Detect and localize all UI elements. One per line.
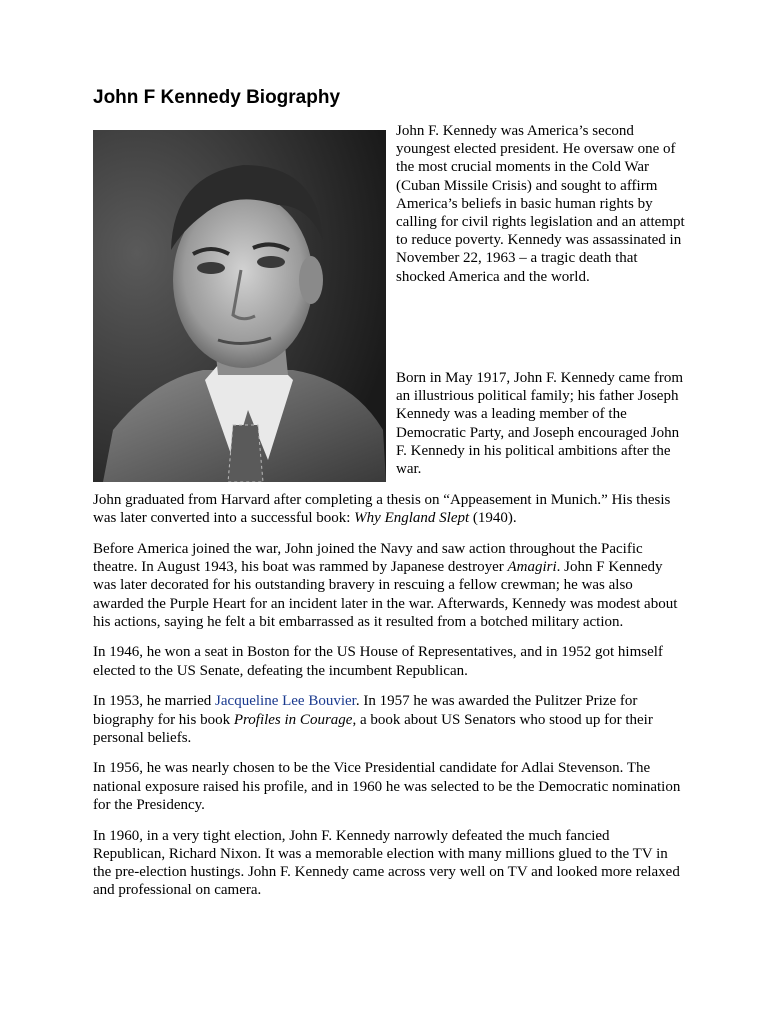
portrait-photo (93, 130, 386, 482)
paragraph-harvard (93, 491, 683, 527)
ship-name-amagiri: Amagiri (507, 559, 557, 576)
paragraph-congress: In 1946, he won a seat in Boston for the US House of Representatives, and in 1952 got himself elected to the US Senate, defeating the incumbent Republican. (93, 644, 663, 679)
harvard-text-end: (1940). (469, 510, 517, 527)
book-title-profiles-in-courage: Profiles in Courage (233, 711, 353, 728)
paragraph-election: In 1960, in a very tight election, John F. Kennedy narrowly defeated the much fancied Republican, Richard Nixon. It was a memorable election with many millions glued to the TV in the pre-election hustings. John F. Kennedy came across very well on TV and looked more relaxed and professional on camera. (93, 827, 680, 899)
intro-paragraph-2: Born in May 1917, John F. Kennedy came from an illustrious political family; his father Joseph Kennedy was a leading member of the Democratic Party, and Joseph encouraged John F. Kennedy in his political ambitions after the war. (396, 370, 684, 478)
intro-paragraph-1: John F. Kennedy was America’s second youngest elected president. He oversaw one of the most crucial moments in the Cold War (Cuban Missile Crisis) and sought to affirm America’s beliefs in basic human rights by calling for civil rights legislation and an attempt to reduce poverty. Kennedy was assassinated in November 22, 1963 – a tragic death that shocked America and the world. (396, 123, 685, 285)
marriage-text-end: , a book about US Senators who stood up for their personal beliefs. (93, 711, 653, 746)
navy-text-end: . John F Kennedy was later decorated for his outstanding bravery in rescuing a fellow crewman; he was also awarded the Purple Heart for an incident later in the war. Afterwards, Kennedy was modest about his actions, saying he felt a bit embarrassed as it resulted from a botched military action. (93, 559, 678, 630)
paragraph-vice-president: In 1956, he was nearly chosen to be the Vice Presidential candidate for Adlai Stevenson. The national exposure raised his profile, and in 1960 he was selected to be the Democratic nomination for the Presidency. (93, 760, 681, 813)
page-title: John F Kennedy Biography (93, 87, 341, 108)
marriage-text-mid: . In 1957 he was awarded the Pulitzer Prize for biography for his book (93, 693, 638, 728)
paragraph-navy (93, 540, 683, 631)
marriage-text: In 1953, he married (93, 693, 216, 710)
jacqueline-bouvier-link[interactable]: Jacqueline Lee Bouvier (215, 693, 356, 710)
navy-text: Before America joined the war, John joined the Navy and saw action throughout the Pacific theatre. In August 1943, his boat was rammed by Japanese destroyer (93, 540, 643, 576)
book-title-why-england-slept: Why England Slept (354, 510, 470, 527)
portrait-image (93, 130, 386, 482)
biography-body (93, 491, 683, 912)
harvard-text: John graduated from Harvard after completing a thesis on “Appeasement in Munich.” His thesis was later converted into a successful book: (93, 492, 671, 527)
paragraph-marriage (93, 692, 683, 747)
